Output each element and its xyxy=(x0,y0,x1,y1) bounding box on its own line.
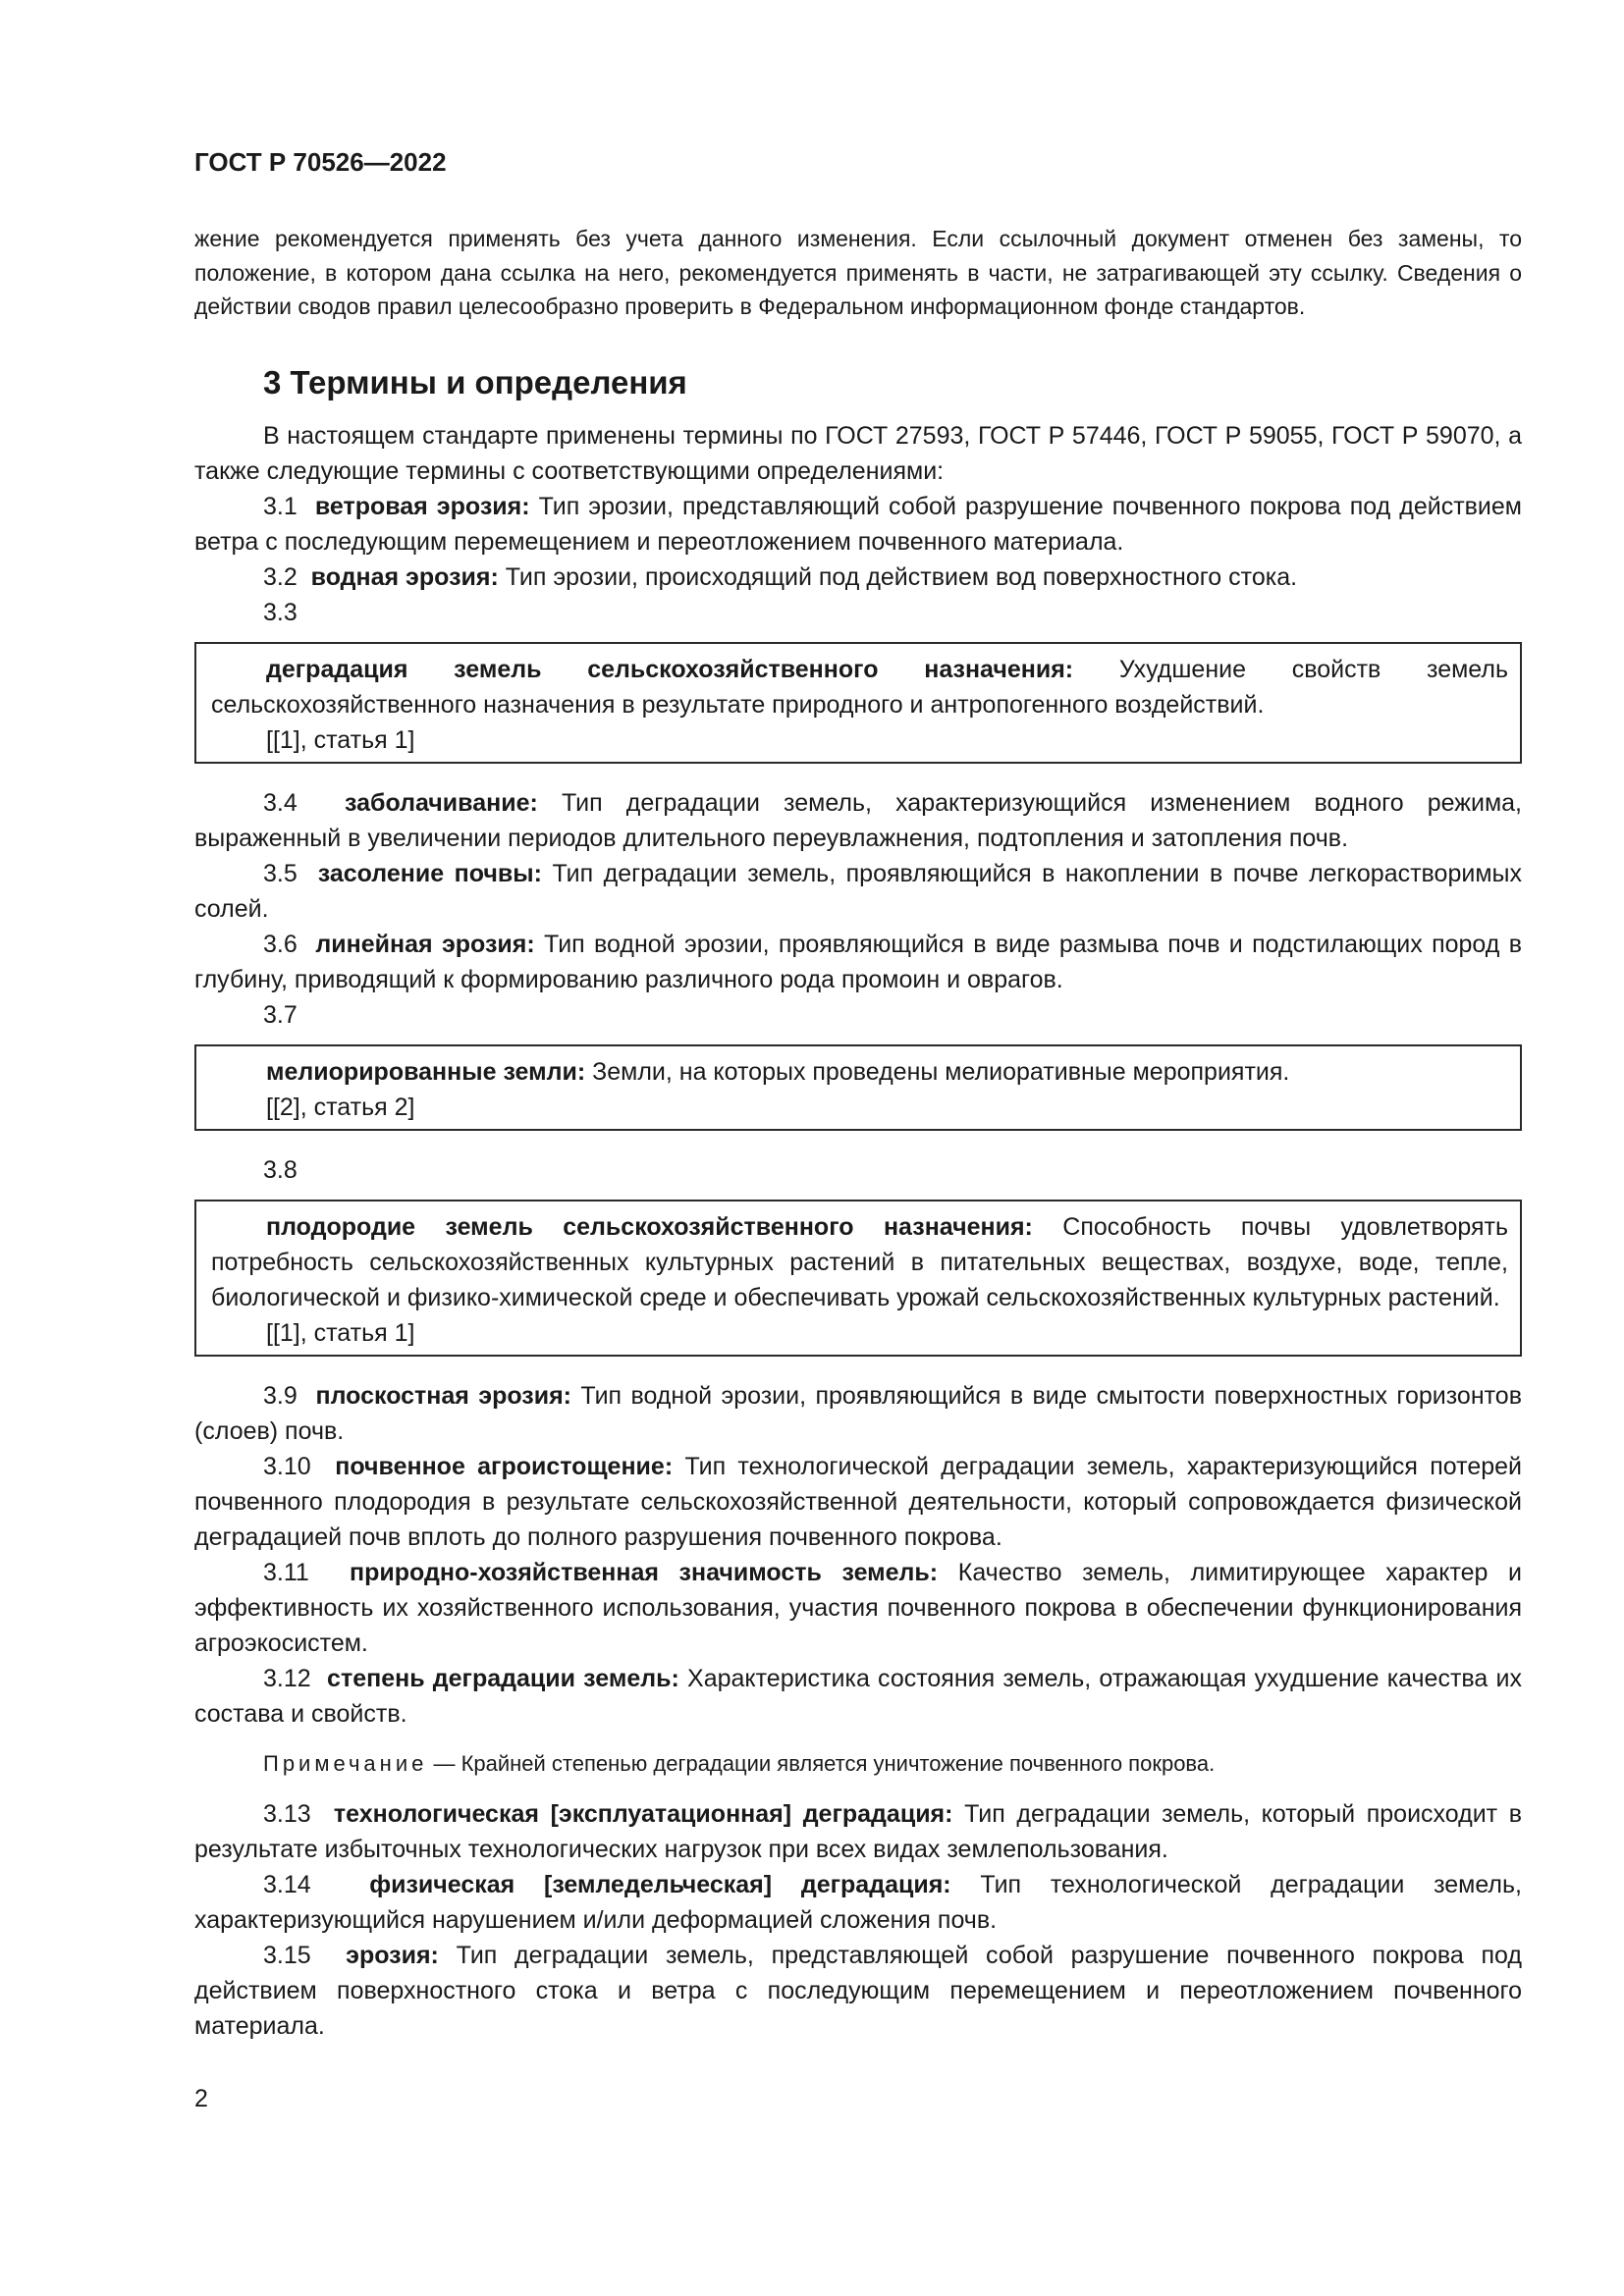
note-text: — Крайней степенью деградации является уничтожение почвенного покрова. xyxy=(427,1750,1216,1776)
term-name: технологическая [эксплуатационная] деградация: xyxy=(333,1799,953,1828)
term-definition: Тип технологической деградации земель, характеризующийся нарушением и/или деформацией сложения почв. xyxy=(194,1870,1522,1934)
term-name: плоскостная эрозия: xyxy=(315,1381,571,1410)
term-name: почвенное агроистощение: xyxy=(335,1452,674,1480)
lead-paragraph: жение рекомендуется применять без учета данного изменения. Если ссылочный документ отменен без замены, то положение, в котором дана ссылка на него, рекомендуется применять в части, не затрагивающей эту ссылку. Сведения о действии сводов правил целесообразно проверить в Федеральном информационном фонде стандартов. xyxy=(194,226,1522,319)
term-number: 3.9 xyxy=(263,1381,298,1410)
section-title: 3 Термины и определения xyxy=(263,363,687,400)
term-box xyxy=(194,1044,1522,1131)
term-reference: [[2], статья 2] xyxy=(266,1093,415,1121)
term-name: эрозия: xyxy=(346,1941,439,1969)
term-entry xyxy=(194,1867,1522,1938)
term-number: 3.6 xyxy=(263,930,298,958)
term-name: водная эрозия: xyxy=(310,562,499,591)
term-definition: Ухудшение свойств земель сельскохозяйственного назначения в результате природного и антропогенного воздействий. xyxy=(211,655,1508,719)
term-entry xyxy=(194,560,1522,595)
term-reference: [[1], статья 1] xyxy=(266,725,415,754)
term-entry xyxy=(194,856,1522,927)
term-entry xyxy=(194,1661,1522,1732)
term-name: заболачивание: xyxy=(345,788,538,817)
term-box xyxy=(194,642,1522,764)
note xyxy=(263,1747,1522,1781)
term-definition: Тип деградации земель, проявляющийся в накоплении в почве легкорастворимых солей. xyxy=(194,859,1522,923)
term-definition: Земли, на которых проведены мелиоративные мероприятия. xyxy=(592,1057,1290,1086)
term-entry xyxy=(194,1378,1522,1449)
term-definition: Тип деградации земель, характеризующийся изменением водного режима, выраженный в увеличении периодов длительного переувлажнения, подтопления и затопления почв. xyxy=(194,788,1522,852)
term-name: физическая [земледельческая] деградация: xyxy=(369,1870,951,1898)
term-definition: Тип водной эрозии, проявляющийся в виде смытости поверхностных горизонтов (слоев) почв. xyxy=(194,1381,1522,1445)
term-name: ветровая эрозия: xyxy=(314,492,530,520)
term-number: 3.14 xyxy=(263,1870,311,1898)
term-number: 3.15 xyxy=(263,1941,311,1969)
document-header: ГОСТ Р 70526—2022 xyxy=(194,147,447,177)
term-name: природно-хозяйственная значимость земель: xyxy=(350,1558,939,1586)
term-number: 3.12 xyxy=(263,1664,311,1692)
note-label: Примечание xyxy=(263,1750,428,1776)
term-number: 3.11 xyxy=(263,1558,309,1586)
term-definition: Тип деградации земель, представляющей собой разрушение почвенного покрова под действием поверхностного стока и ветра с последующим перемещением и переотложением почвенного материала. xyxy=(194,1941,1522,2040)
term-definition: Тип водной эрозии, проявляющийся в виде размыва почв и подстилающих пород в глубину, приводящий к формированию различного рода промоин и оврагов. xyxy=(194,930,1522,993)
term-reference: [[1], статья 1] xyxy=(266,1318,415,1347)
page-number: 2 xyxy=(194,2085,208,2112)
term-definition: Тип технологической деградации земель, характеризующийся потерей почвенного плодородия в результате сельскохозяйственной деятельности, который сопровождается физической деградацией почв вплоть до полного разрушения почвенного покрова. xyxy=(194,1452,1522,1551)
term-entry xyxy=(194,785,1522,856)
term-entry xyxy=(211,1054,1508,1090)
term-definition: Тип эрозии, происходящий под действием вод поверхностного стока. xyxy=(505,562,1298,591)
term-number: 3.5 xyxy=(263,859,298,887)
term-entry xyxy=(194,1938,1522,2044)
term-entry xyxy=(194,489,1522,560)
term-name: линейная эрозия: xyxy=(315,930,535,958)
term-number: 3.13 xyxy=(263,1799,311,1828)
term-definition: Тип эрозии, представляющий собой разрушение почвенного покрова под действием ветра с последующим перемещением и переотложением почвенного материала. xyxy=(194,492,1522,556)
term-number: 3.1 xyxy=(263,492,298,520)
term-definition: Характеристика состояния земель, отражающая ухудшение качества их состава и свойств. xyxy=(194,1664,1522,1728)
term-entry xyxy=(211,652,1508,722)
term-name: плодородие земель сельскохозяйственного назначения: xyxy=(266,1212,1033,1241)
term-definition: Тип деградации земель, который происходит в результате избыточных технологических нагрузок при всех видах землепользования. xyxy=(194,1799,1522,1863)
term-definition: Способность почвы удовлетворять потребность сельскохозяйственных культурных растений в питательных веществах, воздухе, воде, тепле, биологической и физико-химической среде и обеспечивать урожай сельскохозяйственных культурных растений. xyxy=(211,1212,1508,1311)
term-name: деградация земель сельскохозяйственного назначения: xyxy=(266,655,1074,683)
term-definition: Качество земель, лимитирующее характер и эффективность их хозяйственного использования, участия почвенного покрова в обеспечении функционирования агроэкосистем. xyxy=(194,1558,1522,1657)
term-number: 3.7 xyxy=(263,1000,298,1029)
term-box xyxy=(194,1200,1522,1357)
section-intro: В настоящем стандарте применены термины по ГОСТ 27593, ГОСТ Р 57446, ГОСТ Р 59055, ГОСТ Р 59070, а также следующие термины с соответствующими определениями: xyxy=(194,421,1522,485)
term-entry xyxy=(194,1796,1522,1867)
term-name: засоление почвы: xyxy=(317,859,542,887)
term-number: 3.4 xyxy=(263,788,298,817)
term-number: 3.10 xyxy=(263,1452,311,1480)
term-entry xyxy=(194,1555,1522,1661)
term-number: 3.8 xyxy=(263,1155,298,1184)
page-body xyxy=(194,222,1522,2044)
term-number: 3.2 xyxy=(263,562,298,591)
term-entry xyxy=(194,927,1522,997)
term-name: мелиорированные земли: xyxy=(266,1057,586,1086)
term-entry xyxy=(211,1209,1508,1315)
term-name: степень деградации земель: xyxy=(327,1664,679,1692)
term-entry xyxy=(194,1449,1522,1555)
term-number: 3.3 xyxy=(263,598,298,626)
